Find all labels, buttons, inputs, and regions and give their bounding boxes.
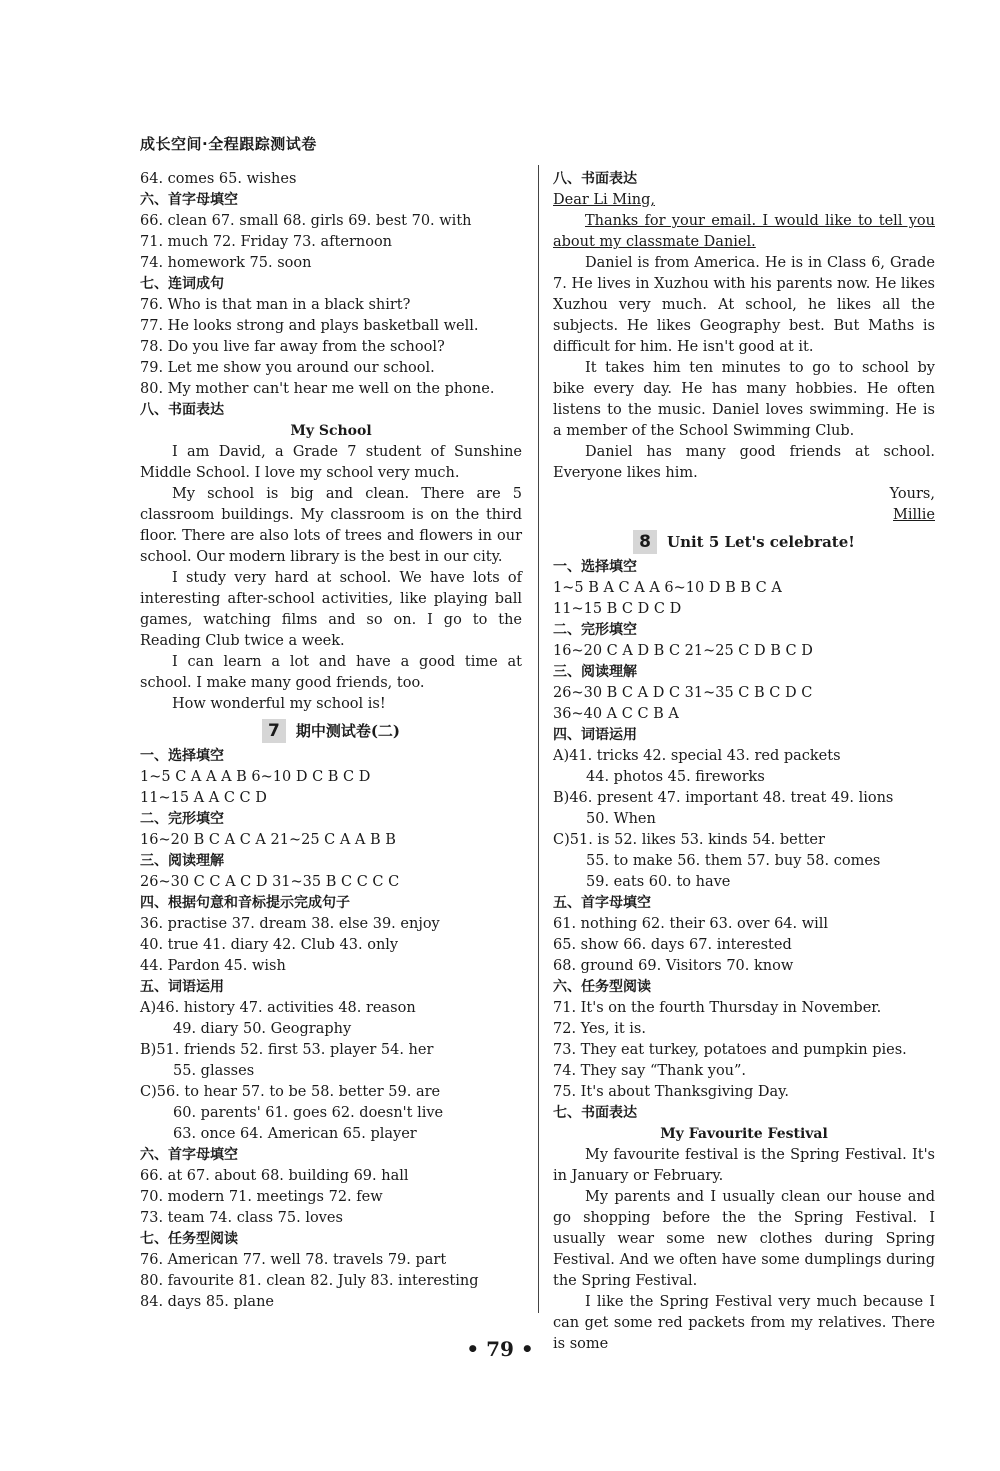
answer-line: 55. glasses <box>173 1063 255 1079</box>
answer-line: 63. once 64. American 65. player <box>173 1126 417 1142</box>
answer-line: 74. They say “Thank you”. <box>553 1063 747 1079</box>
answer-line: 60. parents' 61. goes 62. doesn't live <box>173 1105 444 1121</box>
section-title: 一、选择填空 <box>553 559 637 575</box>
essay-paragraph: My favourite festival is the Spring Festival. It's in January or February. <box>553 1147 935 1184</box>
answer-line: 11~15 B C D C D <box>553 601 682 617</box>
answer-line: 74. homework 75. soon <box>140 255 312 271</box>
answer-line: 72. Yes, it is. <box>553 1021 646 1037</box>
letter-paragraph: Daniel has many good friends at school. Everyone likes him. <box>553 444 935 481</box>
unit-number-badge: 8 <box>633 530 657 554</box>
answer-line: 64. comes 65. wishes <box>140 171 297 187</box>
section-title: 四、根据句意和音标提示完成句子 <box>140 895 350 911</box>
letter-signature: Millie <box>893 507 935 523</box>
column-divider <box>538 165 539 1313</box>
unit-heading <box>140 717 522 744</box>
answer-line: C)51. is 52. likes 53. kinds 54. better <box>553 832 825 848</box>
essay-paragraph: My school is big and clean. There are 5 classroom buildings. My classroom is on the third floor. There are also lots of trees and flowers in our school. Our modern library is the best in our city. <box>140 486 522 565</box>
section-title: 三、阅读理解 <box>140 853 224 869</box>
answer-line: 75. It's about Thanksgiving Day. <box>553 1084 790 1100</box>
answer-line: 26~30 B C A D C 31~35 C B C D C <box>553 685 813 701</box>
section-title: 八、书面表达 <box>140 402 224 418</box>
answer-line: 73. They eat turkey, potatoes and pumpkin pies. <box>553 1042 907 1058</box>
section-title: 六、首字母填空 <box>140 192 238 208</box>
page-number: • 79 • <box>466 1337 534 1361</box>
answer-line: 44. photos 45. fireworks <box>586 769 765 785</box>
answer-line: 80. My mother can't hear me well on the phone. <box>140 381 495 397</box>
answer-line: 68. ground 69. Visitors 70. know <box>553 958 794 974</box>
unit-title: Unit 5 Let's celebrate! <box>666 532 855 551</box>
section-title: 二、完形填空 <box>140 811 224 827</box>
answer-line: B)46. present 47. important 48. treat 49. lions <box>553 790 894 806</box>
answer-line: 61. nothing 62. their 63. over 64. will <box>553 916 829 932</box>
section-title: 五、词语运用 <box>140 979 224 995</box>
answer-line: B)51. friends 52. first 53. player 54. her <box>140 1042 434 1058</box>
answer-line: 77. He looks strong and plays basketball well. <box>140 318 479 334</box>
letter-greeting: Dear Li Ming, <box>553 192 655 208</box>
letter-closing: Yours, <box>889 486 935 502</box>
answer-line: 71. much 72. Friday 73. afternoon <box>140 234 393 250</box>
left-column <box>140 169 522 1313</box>
answer-line: 40. true 41. diary 42. Club 43. only <box>140 937 399 953</box>
right-column <box>553 169 935 1355</box>
essay-paragraph: I can learn a lot and have a good time at school. I make many good friends, too. <box>140 654 522 691</box>
essay-paragraph: I am David, a Grade 7 student of Sunshine Middle School. I love my school very much. <box>140 444 522 481</box>
section-title: 七、连词成句 <box>140 276 224 292</box>
section-title: 七、任务型阅读 <box>140 1231 238 1247</box>
essay-title: My Favourite Festival <box>660 1126 828 1142</box>
letter-paragraph: Thanks for your email. I would like to tell you about my classmate Daniel. <box>553 213 935 250</box>
answer-line: 44. Pardon 45. wish <box>140 958 286 974</box>
answer-line: C)56. to hear 57. to be 58. better 59. are <box>140 1084 441 1100</box>
answer-line: 1~5 B A C A A 6~10 D B B C A <box>553 580 782 596</box>
answer-line: 49. diary 50. Geography <box>173 1021 352 1037</box>
unit-title: 期中测试卷(二) <box>295 722 401 740</box>
answer-line: 36. practise 37. dream 38. else 39. enjoy <box>140 916 440 932</box>
section-title: 八、书面表达 <box>553 171 637 187</box>
answer-line: A)46. history 47. activities 48. reason <box>140 1000 416 1016</box>
essay-paragraph: How wonderful my school is! <box>172 696 386 712</box>
answer-line: 1~5 C A A A B 6~10 D C B C D <box>140 769 371 785</box>
answer-line: 66. at 67. about 68. building 69. hall <box>140 1168 409 1184</box>
essay-paragraph: I study very hard at school. We have lots of interesting after-school activities, like playing ball games, watching films and so on. I go to the Reading Club twice a week. <box>140 570 522 649</box>
section-title: 二、完形填空 <box>553 622 637 638</box>
essay-title: My School <box>290 423 372 439</box>
answer-line: 36~40 A C C B A <box>553 706 679 722</box>
answer-line: 84. days 85. plane <box>140 1294 274 1310</box>
answer-line: 71. It's on the fourth Thursday in November. <box>553 1000 882 1016</box>
section-title: 四、词语运用 <box>553 727 637 743</box>
essay-paragraph: My parents and I usually clean our house and go shopping before the the Spring Festival. I usually wear some new clothes during Spring Festival. And we often have some dumplings during the Spring Festival. <box>553 1189 935 1289</box>
section-title: 六、任务型阅读 <box>553 979 651 995</box>
section-title: 一、选择填空 <box>140 748 224 764</box>
answer-line: 26~30 C C A C D 31~35 B C C C C <box>140 874 400 890</box>
letter-paragraph: It takes him ten minutes to go to school by bike every day. He has many hobbies. He often listens to the music. Daniel loves swimming. He is a member of the School Swimming Club. <box>553 360 935 439</box>
page-header: 成长空间·全程跟踪测试卷 <box>140 135 317 153</box>
letter-paragraph: Daniel is from America. He is in Class 6, Grade 7. He lives in Xuzhou with his parents now. He likes Xuzhou very much. At school, he likes all the subjects. He likes Geography best. But Maths is difficult for him. He isn't good at it. <box>553 255 935 355</box>
essay-paragraph: I like the Spring Festival very much because I can get some red packets from my relatives. There is some <box>553 1294 935 1352</box>
answer-line: 76. American 77. well 78. travels 79. part <box>140 1252 447 1268</box>
answer-line: 79. Let me show you around our school. <box>140 360 435 376</box>
section-title: 三、阅读理解 <box>553 664 637 680</box>
answer-line: 16~20 C A D B C 21~25 C D B C D <box>553 643 813 659</box>
answer-line: 59. eats 60. to have <box>586 874 731 890</box>
section-title: 六、首字母填空 <box>140 1147 238 1163</box>
answer-line: 50. When <box>586 811 656 827</box>
answer-line: 11~15 A A C C D <box>140 790 267 806</box>
answer-line: 73. team 74. class 75. loves <box>140 1210 343 1226</box>
answer-line: 70. modern 71. meetings 72. few <box>140 1189 383 1205</box>
answer-line: A)41. tricks 42. special 43. red packets <box>553 748 841 764</box>
section-title: 七、书面表达 <box>553 1105 637 1121</box>
answer-line: 78. Do you live far away from the school? <box>140 339 445 355</box>
answer-line: 66. clean 67. small 68. girls 69. best 70. with <box>140 213 472 229</box>
answer-line: 76. Who is that man in a black shirt? <box>140 297 411 313</box>
answer-line: 16~20 B C A C A 21~25 C A A B B <box>140 832 396 848</box>
unit-heading <box>553 528 935 555</box>
section-title: 五、首字母填空 <box>553 895 651 911</box>
answer-line: 55. to make 56. them 57. buy 58. comes <box>586 853 881 869</box>
unit-number-badge: 7 <box>262 719 286 743</box>
answer-line: 80. favourite 81. clean 82. July 83. interesting <box>140 1273 479 1289</box>
answer-line: 65. show 66. days 67. interested <box>553 937 792 953</box>
